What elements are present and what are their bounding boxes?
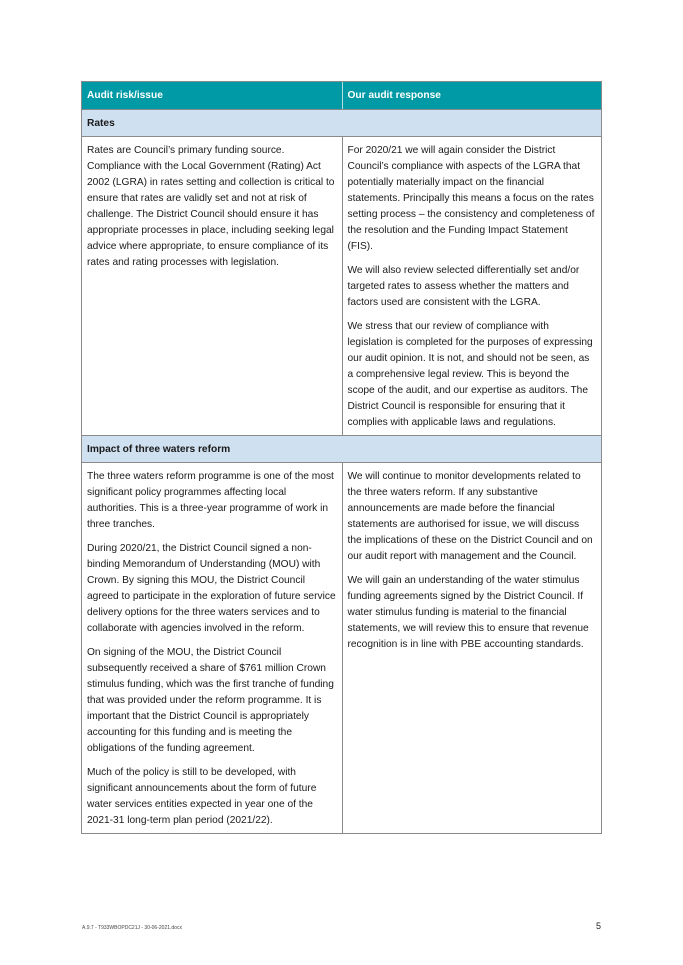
document-reference: A.9.7 - T933WBOPDC21J - 30-06-2021.docx bbox=[82, 925, 182, 931]
header-audit-response: Our audit response bbox=[342, 82, 602, 109]
risk-cell bbox=[82, 463, 342, 833]
table-header bbox=[82, 82, 601, 109]
table-row-three-waters bbox=[82, 462, 601, 833]
response-paragraph: For 2020/21 we will again consider the District Council’s compliance with aspects of the LGRA that potentially materially impact on the financial statements. Principally this means a focus on the rates setting process – the consistency and completeness of the resolution and the Funding Impact Statement (FIS). bbox=[347, 145, 595, 252]
audit-table bbox=[81, 81, 602, 834]
response-cell bbox=[342, 137, 602, 435]
risk-paragraph: The three waters reform programme is one of the most significant policy programmes affecting local authorities. This is a three-year programme of work in three tranches. bbox=[87, 471, 334, 530]
response-paragraph: We stress that our review of compliance with legislation is completed for the purposes of expressing our audit opinion. It is not, and should not be seen, as a comprehensive legal review. This is beyond the scope of the audit, and our expertise as auditors. The District Council is responsible for ensuring that it complies with applicable laws and regulations. bbox=[347, 321, 593, 428]
risk-paragraph: Rates are Council’s primary funding source. Compliance with the Local Government (Rating) Act 2002 (LGRA) in rates setting and collection is critical to ensure that rates are validly set and not at risk of challenge. The District Council should ensure it has appropriate processes in place, including seeking legal advice where appropriate, to ensure compliance of its rates and rating processes with legislation. bbox=[87, 145, 335, 268]
risk-paragraph: On signing of the MOU, the District Council subsequently received a share of $761 million Crown stimulus funding, which was the first tranche of funding that was provided under the reform programme. It is important that the District Council is appropriately accounting for this funding and is meeting the obligations of the funding agreement. bbox=[87, 647, 334, 754]
section-title-three-waters: Impact of three waters reform bbox=[82, 435, 601, 462]
risk-paragraph: Much of the policy is still to be developed, with significant announcements about the form of future water services entities expected in year one of the 2021-31 long-term plan period (2021/22). bbox=[87, 767, 317, 826]
risk-cell bbox=[82, 137, 342, 435]
risk-paragraph: During 2020/21, the District Council signed a non-binding Memorandum of Understanding (MOU) with Crown. By signing this MOU, the District Council agreed to participate in the exploration of future service delivery options for the three waters services and to collaborate with agencies involved in the reform. bbox=[87, 543, 336, 634]
page-number: 5 bbox=[595, 921, 601, 931]
section-title-rates: Rates bbox=[82, 109, 601, 136]
header-audit-risk: Audit risk/issue bbox=[87, 90, 163, 101]
response-cell bbox=[342, 463, 602, 833]
response-paragraph: We will also review selected differentially set and/or targeted rates to assess whether the matters and factors used are consistent with the LGRA. bbox=[347, 265, 580, 308]
response-paragraph: We will continue to monitor developments related to the three waters reform. If any substantive announcements are made before the financial statements are authorised for issue, we will discuss the implications of these on the District Council and on our audit report with management and the Council. bbox=[347, 471, 593, 562]
table-row-rates bbox=[82, 136, 601, 435]
response-paragraph: We will gain an understanding of the water stimulus funding agreements signed by the District Council. If water stimulus funding is material to the financial statements, we will review this to ensure that revenue recognition is in line with PBE accounting standards. bbox=[347, 575, 589, 650]
